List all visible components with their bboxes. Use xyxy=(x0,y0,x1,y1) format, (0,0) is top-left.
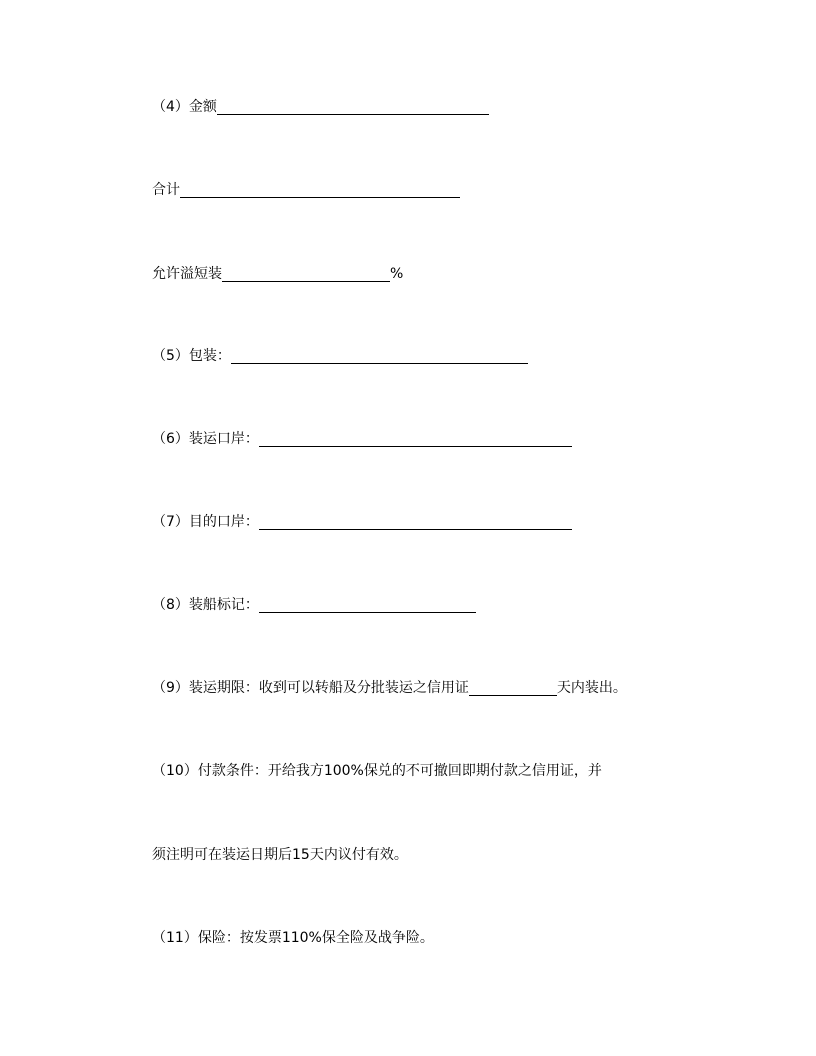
packing-line xyxy=(152,346,528,366)
packing-blank[interactable] xyxy=(231,347,528,364)
shipment-period-blank[interactable] xyxy=(469,679,557,696)
shipping-marks-line xyxy=(152,595,476,615)
tolerance-blank[interactable] xyxy=(222,265,390,282)
shipping-marks-blank[interactable] xyxy=(259,596,476,613)
payment-terms-text-2: 须注明可在装运日期后15天内议付有效。 xyxy=(152,847,408,863)
payment-terms-line-1 xyxy=(152,761,602,781)
amount-label: （4）金额 xyxy=(152,99,217,115)
destination-port-line xyxy=(152,512,572,532)
packing-label: （5）包装： xyxy=(152,348,231,364)
tolerance-line xyxy=(152,264,403,284)
amount-blank[interactable] xyxy=(217,98,489,115)
loading-port-blank[interactable] xyxy=(259,430,572,447)
payment-terms-text-1: （10）付款条件：开给我方100%保兑的不可撤回即期付款之信用证，并 xyxy=(152,763,602,779)
payment-terms-line-2 xyxy=(152,845,408,865)
tolerance-label: 允许溢短装 xyxy=(152,266,222,282)
insurance-line xyxy=(152,928,434,948)
shipping-marks-label: （8）装船标记： xyxy=(152,597,259,613)
insurance-text: （11）保险：按发票110%保全险及战争险。 xyxy=(152,930,434,946)
total-label: 合计 xyxy=(152,182,180,198)
destination-port-blank[interactable] xyxy=(259,513,572,530)
tolerance-unit: % xyxy=(390,266,404,282)
shipment-period-line xyxy=(152,678,627,698)
destination-port-label: （7）目的口岸： xyxy=(152,514,259,530)
loading-port-line xyxy=(152,429,572,449)
shipment-period-label: （9）装运期限：收到可以转船及分批装运之信用证 xyxy=(152,680,469,696)
total-blank[interactable] xyxy=(180,181,460,198)
shipment-period-suffix: 天内装出。 xyxy=(556,680,627,696)
amount-line xyxy=(152,97,489,117)
loading-port-label: （6）装运口岸： xyxy=(152,431,259,447)
total-line xyxy=(152,180,460,200)
